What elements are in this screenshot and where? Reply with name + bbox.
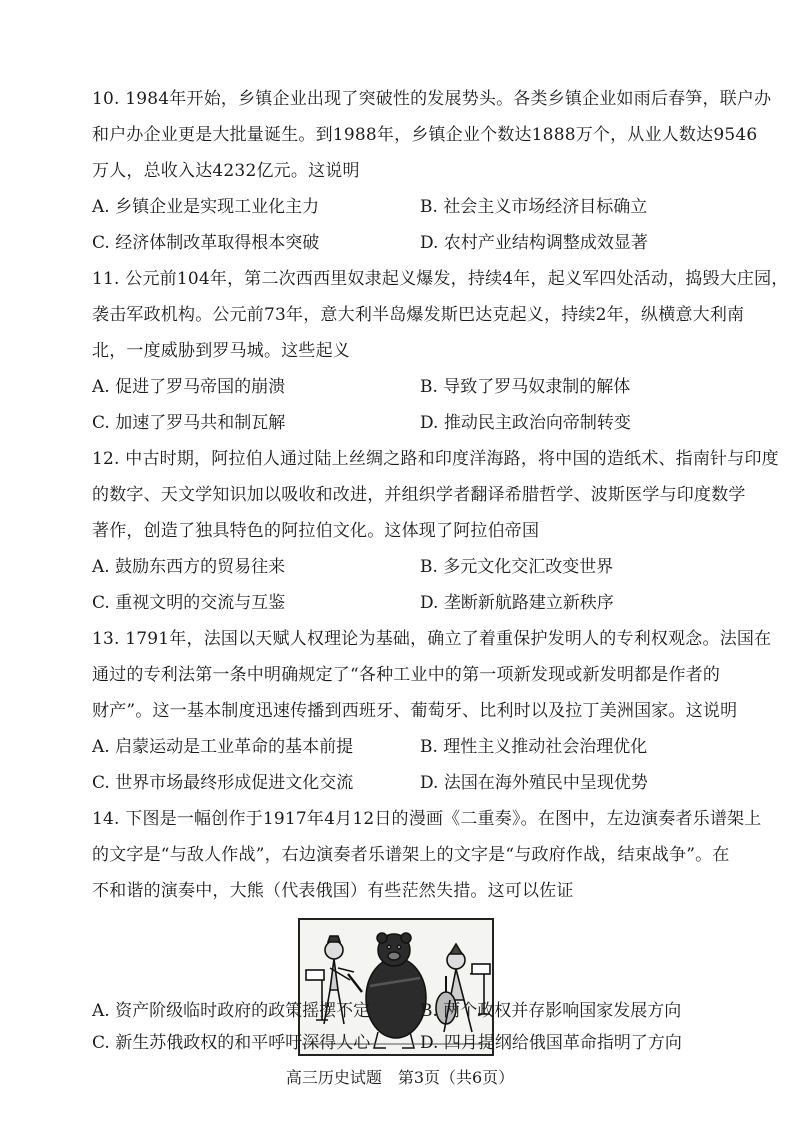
q11-option-b[interactable]: B. 导致了罗马奴隶制的解体 <box>420 377 631 397</box>
q14-option-b[interactable]: B. 两个政权并存影响国家发展方向 <box>420 1001 682 1021</box>
q10-line-1: 10. 1984年开始，乡镇企业出现了突破性的发展势头。各类乡镇企业如雨后春笋，联户办 <box>92 89 772 109</box>
q14-line-3: 不和谐的演奏中，大熊（代表俄国）有些茫然失措。这可以佐证 <box>92 881 574 901</box>
q14-option-d[interactable]: D. 四月提纲给俄国革命指明了方向 <box>420 1033 682 1053</box>
q12-option-a[interactable]: A. 鼓励东西方的贸易往来 <box>92 557 286 577</box>
q13-option-d[interactable]: D. 法国在海外殖民中呈现优势 <box>420 773 648 793</box>
q12-option-b[interactable]: B. 多元文化交汇改变世界 <box>420 557 614 577</box>
q11-option-c[interactable]: C. 加速了罗马共和制瓦解 <box>92 413 286 433</box>
q10-option-d[interactable]: D. 农村产业结构调整成效显著 <box>420 233 648 253</box>
q12-option-d[interactable]: D. 垄断新航路建立新秩序 <box>420 593 614 613</box>
q13-option-b[interactable]: B. 理性主义推动社会治理优化 <box>420 737 648 757</box>
q11-line-2: 袭击军政机构。公元前73年，意大利半岛爆发斯巴达克起义，持续2年，纵横意大利南 <box>92 305 745 325</box>
q13-option-c[interactable]: C. 世界市场最终形成促进文化交流 <box>92 773 354 793</box>
q12-option-c[interactable]: C. 重视文明的交流与互鉴 <box>92 593 286 613</box>
q13-line-3: 财产”。这一基本制度迅速传播到西班牙、葡萄牙、比利时以及拉丁美洲国家。这说明 <box>92 701 738 721</box>
q10-line-3: 万人，总收入达4232亿元。这说明 <box>92 161 360 181</box>
q14-line-2: 的文字是“与敌人作战”，右边演奏者乐谱架上的文字是“与政府作战，结束战争”。在 <box>92 845 730 865</box>
q12-line-2: 的数字、天文学知识加以吸收和改进，并组织学者翻译希腊哲学、波斯医学与印度数学 <box>92 485 746 505</box>
q13-line-1: 13. 1791年，法国以天赋人权理论为基础，确立了着重保护发明人的专利权观念。法国在 <box>92 629 772 649</box>
q10-option-c[interactable]: C. 经济体制改革取得根本突破 <box>92 233 320 253</box>
q13-line-2: 通过的专利法第一条中明确规定了“各种工业中的第一项新发现或新发明都是作者的 <box>92 665 721 685</box>
q14-option-a[interactable]: A. 资产阶级临时政府的政策摇摆不定 <box>92 1001 371 1021</box>
q11-option-a[interactable]: A. 促进了罗马帝国的崩溃 <box>92 377 286 397</box>
q12-line-1: 12. 中古时期，阿拉伯人通过陆上丝绸之路和印度洋海路，将中国的造纸术、指南针与印度 <box>92 449 779 469</box>
q11-line-1: 11. 公元前104年，第二次西西里奴隶起义爆发，持续4年，起义军四处活动，捣毁大庄园， <box>92 269 789 289</box>
q14-line-1: 14. 下图是一幅创作于1917年4月12日的漫画《二重奏》。在图中，左边演奏者乐谱架上 <box>92 809 762 829</box>
q13-option-a[interactable]: A. 启蒙运动是工业革命的基本前提 <box>92 737 354 757</box>
page-footer: 高三历史试题 第3页（共6页） <box>285 1068 515 1087</box>
q11-option-d[interactable]: D. 推动民主政治向帝制转变 <box>420 413 631 433</box>
q12-line-3: 著作，创造了独具特色的阿拉伯文化。这体现了阿拉伯帝国 <box>92 521 540 541</box>
q10-option-a[interactable]: A. 乡镇企业是实现工业化主力 <box>92 197 320 217</box>
q10-option-b[interactable]: B. 社会主义市场经济目标确立 <box>420 197 648 217</box>
q10-line-2: 和户办企业更是大批量诞生。到1988年，乡镇企业个数达1888万个，从业人数达9546 <box>92 125 758 145</box>
q11-line-3: 北，一度威胁到罗马城。这些起义 <box>92 341 350 361</box>
q14-option-c[interactable]: C. 新生苏俄政权的和平呼吁深得人心 <box>92 1033 371 1053</box>
